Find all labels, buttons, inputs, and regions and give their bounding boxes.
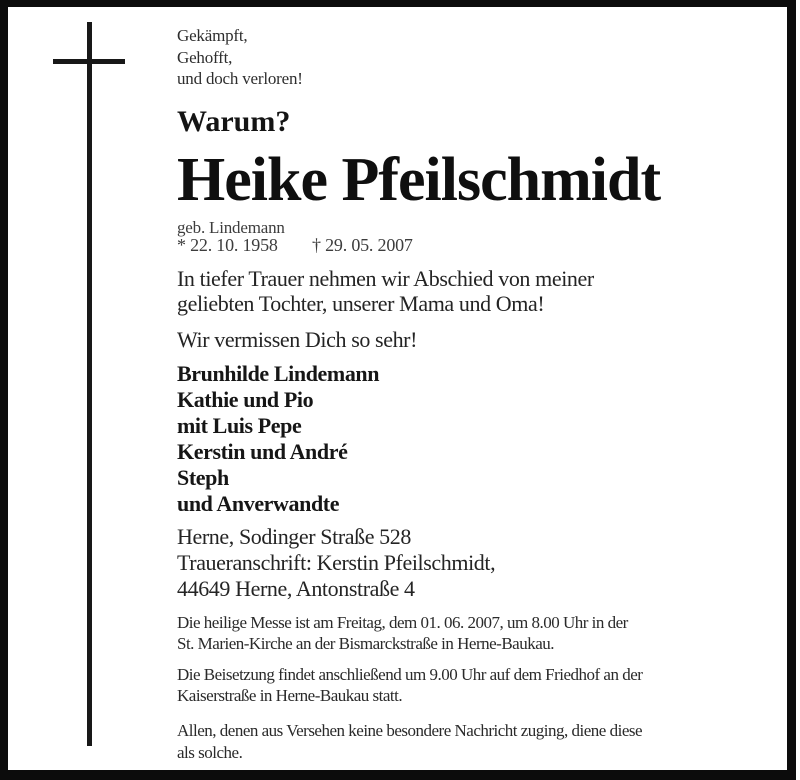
- service-info-line: St. Marien-Kirche an der Bismarckstraße in Herne-Baukau.: [177, 633, 555, 653]
- condolence-text: [177, 266, 594, 316]
- mourner-name: und Anverwandte: [177, 491, 340, 516]
- burial-info-line: Die Beisetzung findet anschließend um 9.00 Uhr auf dem Friedhof an der: [177, 665, 643, 684]
- mourner-name: mit Luis Pepe: [177, 413, 302, 438]
- burial-info: [177, 665, 642, 706]
- address-block: [177, 524, 495, 602]
- mourner-name: Brunhilde Lindemann: [177, 361, 380, 386]
- mourner-name: Kathie und Pio: [177, 387, 314, 412]
- deceased-name: Heike Pfeilschmidt: [177, 146, 661, 214]
- cross-vertical-bar: [87, 22, 92, 746]
- mourner-name: Kerstin und André: [177, 439, 348, 464]
- intro-verse-line: Gekämpft,: [177, 26, 248, 45]
- cross-horizontal-bar: [53, 59, 125, 64]
- mourner-name: Steph: [177, 465, 229, 490]
- condolence-line: geliebten Tochter, unserer Mama und Oma!: [177, 291, 545, 316]
- final-notice: [177, 720, 642, 764]
- mourners-list: [177, 361, 379, 517]
- intro-verse: [177, 25, 303, 90]
- final-notice-line: Allen, denen aus Versehen keine besondere Nachricht zuging, diene diese: [177, 721, 643, 740]
- address-line: 44649 Herne, Antonstraße 4: [177, 576, 415, 601]
- death-date: † 29. 05. 2007: [312, 235, 413, 255]
- life-dates: [177, 234, 413, 256]
- service-info-line: Die heilige Messe ist am Freitag, dem 01. 06. 2007, um 8.00 Uhr in der: [177, 613, 628, 632]
- condolence-line: In tiefer Trauer nehmen wir Abschied von meiner: [177, 266, 594, 291]
- address-line: Herne, Sodinger Straße 528: [177, 524, 411, 549]
- missing-text: Wir vermissen Dich so sehr!: [177, 327, 418, 352]
- question-heading: Warum?: [177, 105, 291, 138]
- intro-verse-line: Gehofft,: [177, 47, 233, 67]
- final-notice-line: als solche.: [177, 743, 243, 762]
- service-info: [177, 613, 628, 654]
- birth-date: * 22. 10. 1958: [177, 235, 278, 255]
- burial-info-line: Kaiserstraße in Herne-Baukau statt.: [177, 685, 403, 705]
- maiden-name: geb. Lindemann: [177, 218, 285, 237]
- intro-verse-line: und doch verloren!: [177, 69, 303, 88]
- address-line: Traueranschrift: Kerstin Pfeilschmidt,: [177, 550, 496, 575]
